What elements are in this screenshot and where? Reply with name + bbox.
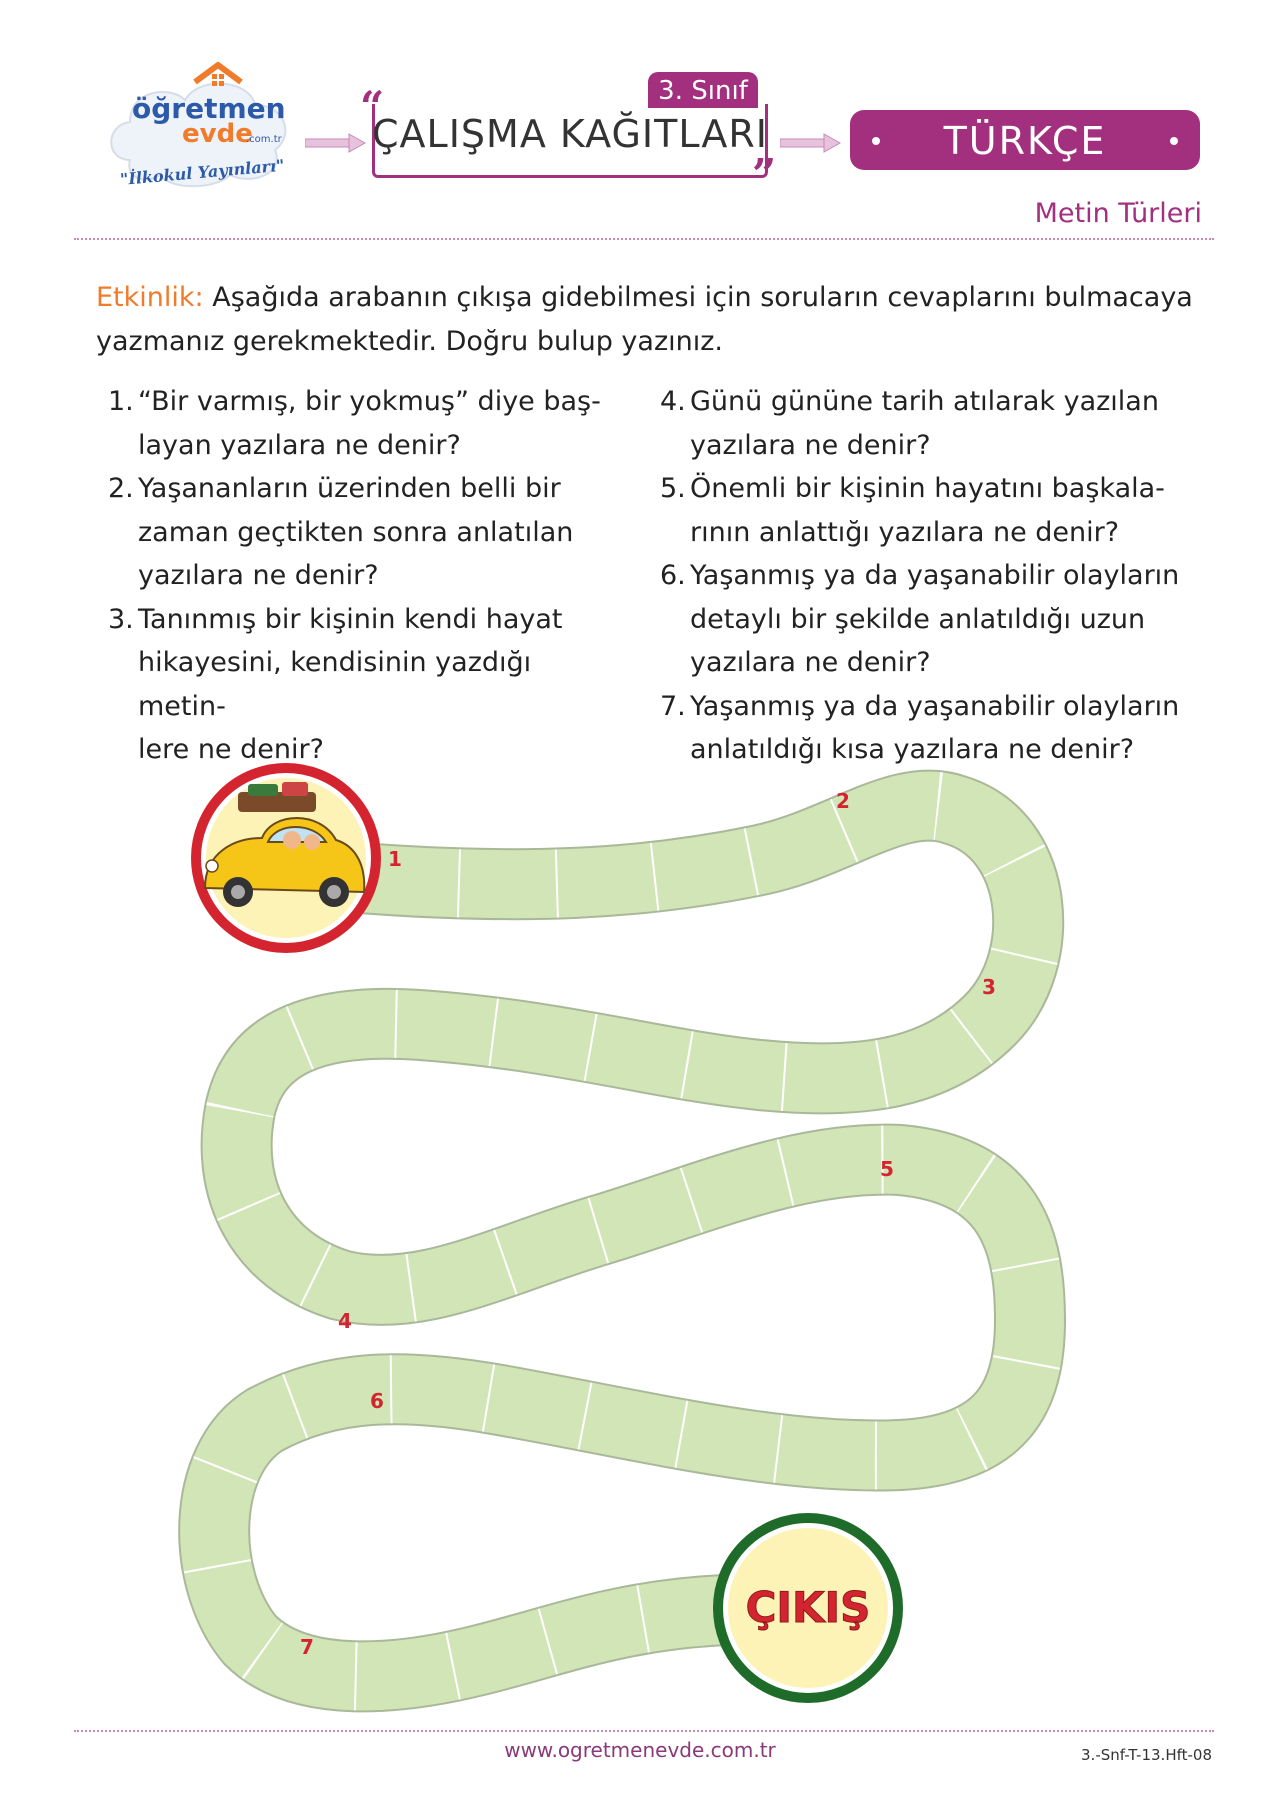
subject-label: TÜRKÇE [943, 119, 1107, 163]
question-line: detaylı bir şekilde anlatıldığı uzun [690, 603, 1146, 635]
footer-url: www.ogretmenevde.com.tr [504, 1738, 776, 1762]
question-line: Yaşanmış ya da yaşanabilir olayların [690, 690, 1180, 722]
logo-word-ogretmen: öğretmen [132, 92, 286, 125]
question-number: 7. [660, 690, 686, 722]
path-number-1: 1 [388, 847, 402, 871]
question-line: anlatıldığı kısa yazılara ne denir? [690, 734, 1135, 765]
open-quote-mark: “ [360, 82, 385, 131]
topic-label: Metin Türleri [1034, 198, 1202, 229]
question-line: Tanınmış bir kişinin kendi hayat [138, 603, 563, 635]
question-line: lere ne denir? [138, 734, 324, 765]
question-number: 2. [108, 473, 134, 504]
exit-label: ÇIKIŞ [745, 1583, 871, 1632]
question-line: Yaşananların üzerinden belli bir [138, 473, 561, 504]
divider [74, 1730, 1214, 1732]
question-number: 3. [108, 603, 134, 635]
activity-text-line2: yazmanız gerekmektedir. Doğru bulup yazınız. [96, 326, 723, 357]
question-line: yazılara ne denir? [138, 560, 379, 591]
activity-label: Etkinlik: [96, 282, 204, 313]
question-line: yazılara ne denir? [690, 647, 931, 678]
page-title: ÇALIŞMA KAĞITLARI [372, 112, 768, 156]
path-number-7: 7 [300, 1635, 314, 1659]
question-line: zaman geçtikten sonra anlatılan [138, 516, 574, 548]
path-number-6: 6 [370, 1389, 384, 1413]
logo-domain: .com.tr [246, 134, 282, 145]
question-line: “Bir varmış, bir yokmuş” diye baş- [138, 386, 601, 417]
path-number-2: 2 [836, 789, 850, 813]
footer-code: 3.-Snf-T-13.Hft-08 [1081, 1746, 1212, 1764]
question-number: 4. [660, 386, 686, 417]
question-number: 6. [660, 560, 686, 591]
logo-word-evde: evde [182, 119, 253, 149]
question-number: 1. [108, 386, 134, 417]
close-quote-mark: ” [752, 150, 777, 199]
grade-badge: 3. Sınıf [648, 72, 758, 108]
path-number-4: 4 [338, 1309, 352, 1333]
path-number-3: 3 [982, 975, 996, 999]
path-number-5: 5 [880, 1157, 894, 1181]
question-number: 5. [660, 473, 686, 504]
exit-circle [718, 1518, 898, 1698]
question-line: rının anlattığı yazılara ne denir? [690, 516, 1120, 548]
question-line: Yaşanmış ya da yaşanabilir olayların [690, 560, 1180, 591]
question-line: hikayesini, kendisinin yazdığı metin- [138, 647, 532, 722]
question-line: Önemli bir kişinin hayatını başkala- [690, 473, 1165, 504]
activity-text-line1: Aşağıda arabanın çıkışa gidebilmesi için soruların cevaplarını bulmacaya [212, 282, 1193, 313]
question-line: yazılara ne denir? [690, 429, 931, 461]
logo-tagline: "İlkokul Yayınları" [119, 155, 286, 189]
question-line: layan yazılara ne denir? [138, 429, 461, 461]
question-line: Günü gününe tarih atılarak yazılan [690, 386, 1159, 417]
